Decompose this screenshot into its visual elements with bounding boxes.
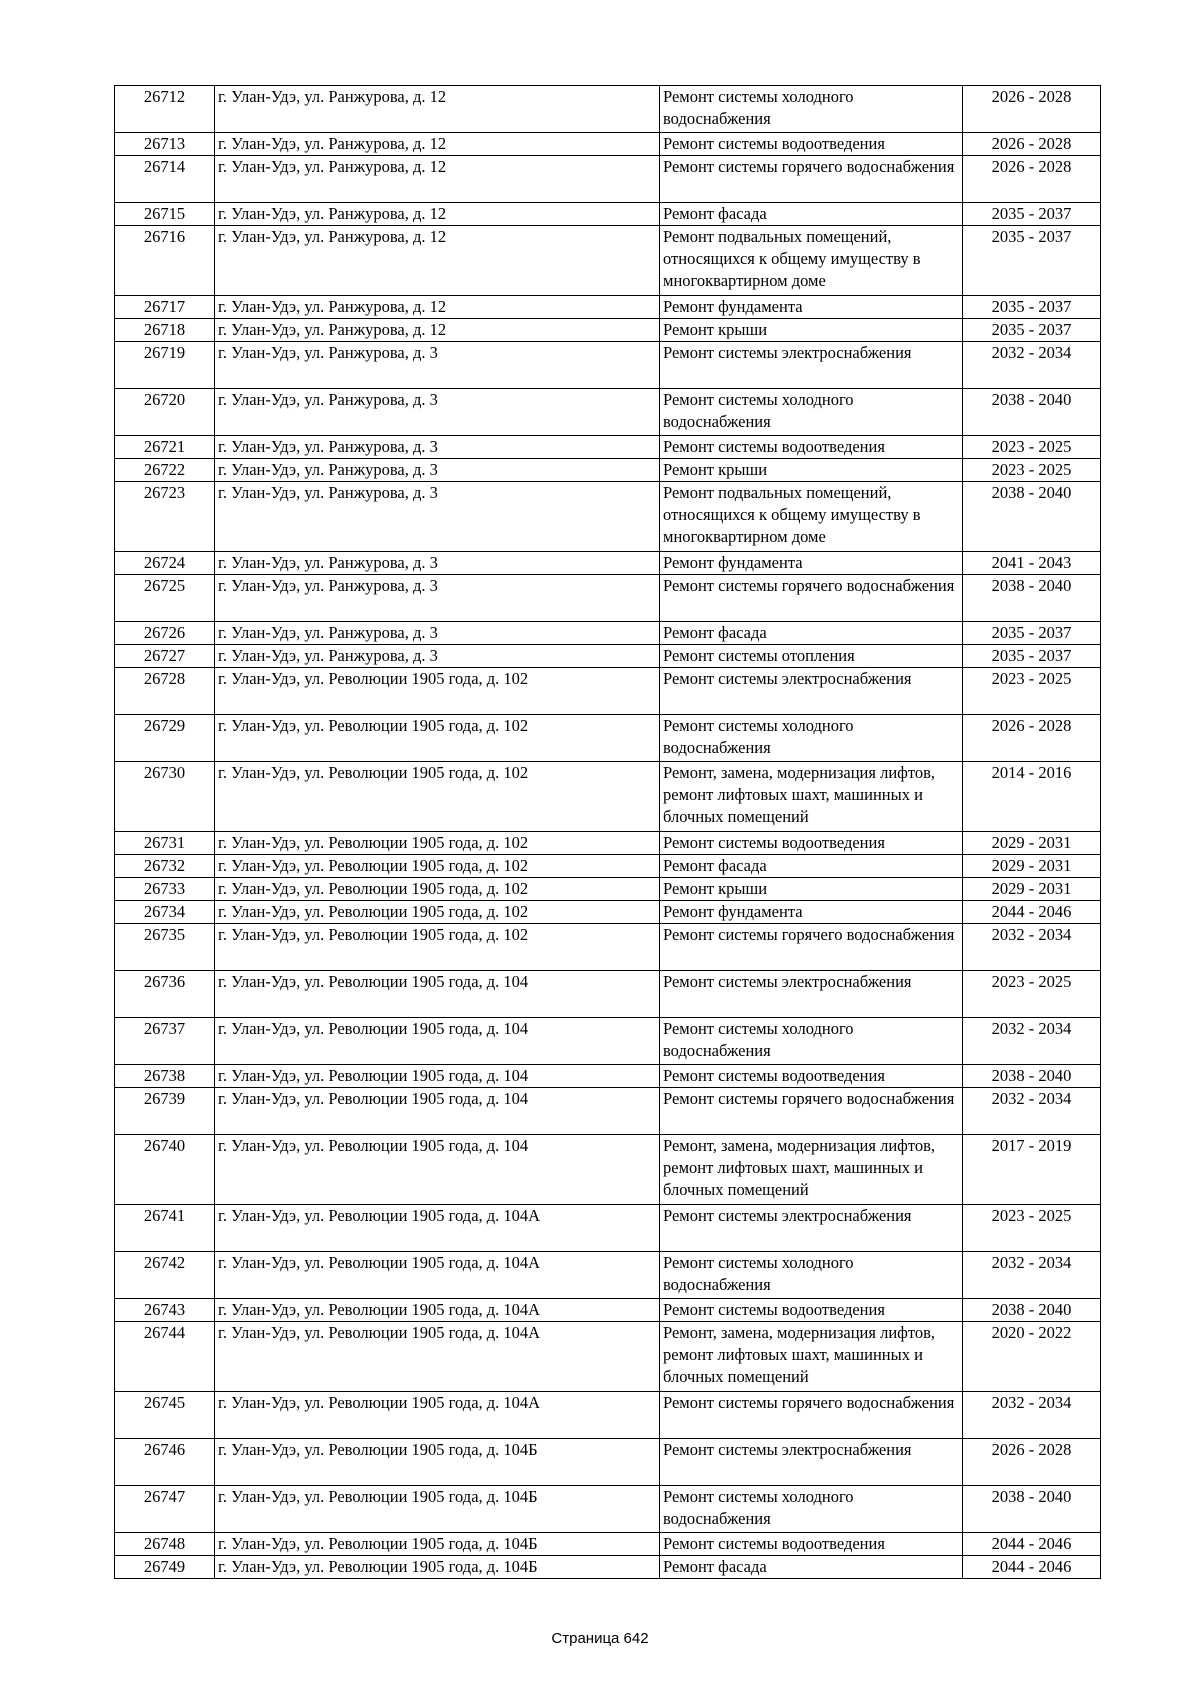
table-row [115, 901, 1101, 924]
record-number-cell: 26723 [115, 482, 215, 552]
period-cell: 2026 - 2028 [963, 1439, 1101, 1486]
record-number-cell: 26720 [115, 389, 215, 436]
period-cell: 2026 - 2028 [963, 86, 1101, 133]
record-number-cell: 26732 [115, 855, 215, 878]
table-row [115, 1322, 1101, 1392]
record-number-cell: 26726 [115, 622, 215, 645]
address-cell: г. Улан-Удэ, ул. Ранжурова, д. 12 [215, 133, 660, 156]
period-cell: 2035 - 2037 [963, 645, 1101, 668]
table-row [115, 226, 1101, 296]
address-cell: г. Улан-Удэ, ул. Революции 1905 года, д. 102 [215, 762, 660, 832]
table-row [115, 878, 1101, 901]
address-cell: г. Улан-Удэ, ул. Ранжурова, д. 3 [215, 552, 660, 575]
address-cell: г. Улан-Удэ, ул. Революции 1905 года, д. 104А [215, 1299, 660, 1322]
address-cell: г. Улан-Удэ, ул. Революции 1905 года, д. 104А [215, 1322, 660, 1392]
record-number-cell: 26739 [115, 1088, 215, 1135]
period-cell: 2044 - 2046 [963, 1533, 1101, 1556]
record-number-cell: 26748 [115, 1533, 215, 1556]
record-number-cell: 26713 [115, 133, 215, 156]
record-number-cell: 26719 [115, 342, 215, 389]
work-type-cell: Ремонт крыши [660, 878, 963, 901]
table-row [115, 552, 1101, 575]
period-cell: 2035 - 2037 [963, 296, 1101, 319]
work-type-cell: Ремонт системы горячего водоснабжения [660, 924, 963, 971]
table-row [115, 971, 1101, 1018]
period-cell: 2035 - 2037 [963, 203, 1101, 226]
period-cell: 2023 - 2025 [963, 971, 1101, 1018]
work-type-cell: Ремонт системы горячего водоснабжения [660, 1088, 963, 1135]
work-type-cell: Ремонт фасада [660, 855, 963, 878]
address-cell: г. Улан-Удэ, ул. Революции 1905 года, д. 102 [215, 832, 660, 855]
record-number-cell: 26729 [115, 715, 215, 762]
table-row [115, 1299, 1101, 1322]
address-cell: г. Улан-Удэ, ул. Революции 1905 года, д. 102 [215, 855, 660, 878]
period-cell: 2038 - 2040 [963, 575, 1101, 622]
address-cell: г. Улан-Удэ, ул. Революции 1905 года, д. 104Б [215, 1556, 660, 1579]
table-row [115, 1205, 1101, 1252]
work-type-cell: Ремонт подвальных помещений, относящихся к общему имуществу в многоквартирном доме [660, 226, 963, 296]
table-row [115, 1556, 1101, 1579]
record-number-cell: 26731 [115, 832, 215, 855]
work-type-cell: Ремонт фундамента [660, 552, 963, 575]
address-cell: г. Улан-Удэ, ул. Революции 1905 года, д. 104 [215, 1088, 660, 1135]
work-type-cell: Ремонт, замена, модернизация лифтов, ремонт лифтовых шахт, машинных и блочных помещений [660, 762, 963, 832]
address-cell: г. Улан-Удэ, ул. Революции 1905 года, д. 104Б [215, 1486, 660, 1533]
table-row [115, 156, 1101, 203]
work-type-cell: Ремонт системы водоотведения [660, 133, 963, 156]
work-type-cell: Ремонт крыши [660, 459, 963, 482]
table-body [115, 86, 1101, 1579]
work-type-cell: Ремонт системы водоотведения [660, 436, 963, 459]
period-cell: 2023 - 2025 [963, 436, 1101, 459]
record-number-cell: 26743 [115, 1299, 215, 1322]
address-cell: г. Улан-Удэ, ул. Революции 1905 года, д. 104 [215, 971, 660, 1018]
address-cell: г. Улан-Удэ, ул. Революции 1905 года, д. 104А [215, 1252, 660, 1299]
record-number-cell: 26730 [115, 762, 215, 832]
address-cell: г. Улан-Удэ, ул. Революции 1905 года, д. 104А [215, 1392, 660, 1439]
table-row [115, 1486, 1101, 1533]
work-type-cell: Ремонт подвальных помещений, относящихся к общему имуществу в многоквартирном доме [660, 482, 963, 552]
table-row [115, 482, 1101, 552]
work-type-cell: Ремонт крыши [660, 319, 963, 342]
table-row [115, 1065, 1101, 1088]
address-cell: г. Улан-Удэ, ул. Революции 1905 года, д. 104Б [215, 1439, 660, 1486]
address-cell: г. Улан-Удэ, ул. Ранжурова, д. 3 [215, 459, 660, 482]
record-number-cell: 26724 [115, 552, 215, 575]
work-type-cell: Ремонт, замена, модернизация лифтов, ремонт лифтовых шахт, машинных и блочных помещений [660, 1322, 963, 1392]
period-cell: 2029 - 2031 [963, 855, 1101, 878]
address-cell: г. Улан-Удэ, ул. Ранжурова, д. 3 [215, 645, 660, 668]
address-cell: г. Улан-Удэ, ул. Ранжурова, д. 3 [215, 622, 660, 645]
work-type-cell: Ремонт системы водоотведения [660, 1065, 963, 1088]
record-number-cell: 26746 [115, 1439, 215, 1486]
period-cell: 2038 - 2040 [963, 1299, 1101, 1322]
address-cell: г. Улан-Удэ, ул. Революции 1905 года, д. 104А [215, 1205, 660, 1252]
table-row [115, 342, 1101, 389]
table-row [115, 1135, 1101, 1205]
period-cell: 2044 - 2046 [963, 901, 1101, 924]
table-row [115, 855, 1101, 878]
table-row [115, 86, 1101, 133]
table-row [115, 668, 1101, 715]
record-number-cell: 26716 [115, 226, 215, 296]
record-number-cell: 26737 [115, 1018, 215, 1065]
record-number-cell: 26740 [115, 1135, 215, 1205]
work-type-cell: Ремонт фундамента [660, 901, 963, 924]
address-cell: г. Улан-Удэ, ул. Революции 1905 года, д. 104 [215, 1135, 660, 1205]
record-number-cell: 26727 [115, 645, 215, 668]
address-cell: г. Улан-Удэ, ул. Ранжурова, д. 3 [215, 389, 660, 436]
period-cell: 2035 - 2037 [963, 319, 1101, 342]
address-cell: г. Улан-Удэ, ул. Ранжурова, д. 12 [215, 296, 660, 319]
record-number-cell: 26744 [115, 1322, 215, 1392]
record-number-cell: 26725 [115, 575, 215, 622]
work-type-cell: Ремонт системы электроснабжения [660, 971, 963, 1018]
table-row [115, 1439, 1101, 1486]
period-cell: 2032 - 2034 [963, 342, 1101, 389]
address-cell: г. Улан-Удэ, ул. Ранжурова, д. 12 [215, 203, 660, 226]
period-cell: 2020 - 2022 [963, 1322, 1101, 1392]
period-cell: 2032 - 2034 [963, 1252, 1101, 1299]
work-type-cell: Ремонт системы отопления [660, 645, 963, 668]
address-cell: г. Улан-Удэ, ул. Революции 1905 года, д. 102 [215, 901, 660, 924]
work-type-cell: Ремонт системы водоотведения [660, 1533, 963, 1556]
work-type-cell: Ремонт системы холодного водоснабжения [660, 389, 963, 436]
table-row [115, 575, 1101, 622]
table-row [115, 133, 1101, 156]
work-type-cell: Ремонт фасада [660, 203, 963, 226]
address-cell: г. Улан-Удэ, ул. Ранжурова, д. 12 [215, 86, 660, 133]
table-row [115, 1533, 1101, 1556]
table-row [115, 645, 1101, 668]
table-row [115, 832, 1101, 855]
period-cell: 2029 - 2031 [963, 878, 1101, 901]
work-type-cell: Ремонт, замена, модернизация лифтов, ремонт лифтовых шахт, машинных и блочных помещений [660, 1135, 963, 1205]
period-cell: 2035 - 2037 [963, 226, 1101, 296]
record-number-cell: 26747 [115, 1486, 215, 1533]
work-type-cell: Ремонт системы водоотведения [660, 1299, 963, 1322]
period-cell: 2029 - 2031 [963, 832, 1101, 855]
work-type-cell: Ремонт системы холодного водоснабжения [660, 1018, 963, 1065]
work-type-cell: Ремонт системы холодного водоснабжения [660, 86, 963, 133]
record-number-cell: 26742 [115, 1252, 215, 1299]
period-cell: 2044 - 2046 [963, 1556, 1101, 1579]
period-cell: 2032 - 2034 [963, 1088, 1101, 1135]
period-cell: 2026 - 2028 [963, 715, 1101, 762]
address-cell: г. Улан-Удэ, ул. Революции 1905 года, д. 104Б [215, 1533, 660, 1556]
table-row [115, 715, 1101, 762]
page-number: Страница 642 [551, 1630, 649, 1647]
record-number-cell: 26722 [115, 459, 215, 482]
table-row [115, 924, 1101, 971]
address-cell: г. Улан-Удэ, ул. Революции 1905 года, д. 104 [215, 1065, 660, 1088]
work-type-cell: Ремонт системы холодного водоснабжения [660, 715, 963, 762]
record-number-cell: 26718 [115, 319, 215, 342]
period-cell: 2017 - 2019 [963, 1135, 1101, 1205]
work-type-cell: Ремонт системы горячего водоснабжения [660, 156, 963, 203]
table-row [115, 436, 1101, 459]
work-type-cell: Ремонт системы водоотведения [660, 832, 963, 855]
address-cell: г. Улан-Удэ, ул. Революции 1905 года, д. 104 [215, 1018, 660, 1065]
repair-schedule-table [114, 85, 1101, 1579]
work-type-cell: Ремонт системы холодного водоснабжения [660, 1486, 963, 1533]
period-cell: 2023 - 2025 [963, 668, 1101, 715]
address-cell: г. Улан-Удэ, ул. Ранжурова, д. 3 [215, 575, 660, 622]
period-cell: 2014 - 2016 [963, 762, 1101, 832]
period-cell: 2032 - 2034 [963, 1392, 1101, 1439]
period-cell: 2038 - 2040 [963, 482, 1101, 552]
work-type-cell: Ремонт системы электроснабжения [660, 1439, 963, 1486]
address-cell: г. Улан-Удэ, ул. Ранжурова, д. 3 [215, 436, 660, 459]
work-type-cell: Ремонт фасада [660, 622, 963, 645]
address-cell: г. Улан-Удэ, ул. Ранжурова, д. 3 [215, 482, 660, 552]
period-cell: 2026 - 2028 [963, 133, 1101, 156]
record-number-cell: 26715 [115, 203, 215, 226]
record-number-cell: 26736 [115, 971, 215, 1018]
period-cell: 2038 - 2040 [963, 389, 1101, 436]
period-cell: 2023 - 2025 [963, 459, 1101, 482]
work-type-cell: Ремонт системы холодного водоснабжения [660, 1252, 963, 1299]
table-row [115, 389, 1101, 436]
record-number-cell: 26717 [115, 296, 215, 319]
table-row [115, 459, 1101, 482]
record-number-cell: 26714 [115, 156, 215, 203]
table-row [115, 1392, 1101, 1439]
record-number-cell: 26735 [115, 924, 215, 971]
table-row [115, 1018, 1101, 1065]
table-row [115, 319, 1101, 342]
record-number-cell: 26721 [115, 436, 215, 459]
record-number-cell: 26734 [115, 901, 215, 924]
period-cell: 2026 - 2028 [963, 156, 1101, 203]
work-type-cell: Ремонт системы горячего водоснабжения [660, 1392, 963, 1439]
address-cell: г. Улан-Удэ, ул. Ранжурова, д. 12 [215, 226, 660, 296]
record-number-cell: 26745 [115, 1392, 215, 1439]
work-type-cell: Ремонт системы горячего водоснабжения [660, 575, 963, 622]
table-row [115, 296, 1101, 319]
address-cell: г. Улан-Удэ, ул. Революции 1905 года, д. 102 [215, 715, 660, 762]
address-cell: г. Улан-Удэ, ул. Революции 1905 года, д. 102 [215, 924, 660, 971]
work-type-cell: Ремонт системы электроснабжения [660, 342, 963, 389]
record-number-cell: 26733 [115, 878, 215, 901]
address-cell: г. Улан-Удэ, ул. Революции 1905 года, д. 102 [215, 878, 660, 901]
record-number-cell: 26749 [115, 1556, 215, 1579]
address-cell: г. Улан-Удэ, ул. Революции 1905 года, д. 102 [215, 668, 660, 715]
work-type-cell: Ремонт фундамента [660, 296, 963, 319]
address-cell: г. Улан-Удэ, ул. Ранжурова, д. 3 [215, 342, 660, 389]
address-cell: г. Улан-Удэ, ул. Ранжурова, д. 12 [215, 319, 660, 342]
period-cell: 2038 - 2040 [963, 1065, 1101, 1088]
work-type-cell: Ремонт системы электроснабжения [660, 668, 963, 715]
table-row [115, 1252, 1101, 1299]
period-cell: 2041 - 2043 [963, 552, 1101, 575]
work-type-cell: Ремонт фасада [660, 1556, 963, 1579]
record-number-cell: 26712 [115, 86, 215, 133]
table-row [115, 1088, 1101, 1135]
record-number-cell: 26741 [115, 1205, 215, 1252]
period-cell: 2023 - 2025 [963, 1205, 1101, 1252]
period-cell: 2038 - 2040 [963, 1486, 1101, 1533]
table-row [115, 622, 1101, 645]
work-type-cell: Ремонт системы электроснабжения [660, 1205, 963, 1252]
period-cell: 2032 - 2034 [963, 924, 1101, 971]
table-row [115, 762, 1101, 832]
record-number-cell: 26728 [115, 668, 215, 715]
period-cell: 2032 - 2034 [963, 1018, 1101, 1065]
address-cell: г. Улан-Удэ, ул. Ранжурова, д. 12 [215, 156, 660, 203]
table-row [115, 203, 1101, 226]
record-number-cell: 26738 [115, 1065, 215, 1088]
period-cell: 2035 - 2037 [963, 622, 1101, 645]
